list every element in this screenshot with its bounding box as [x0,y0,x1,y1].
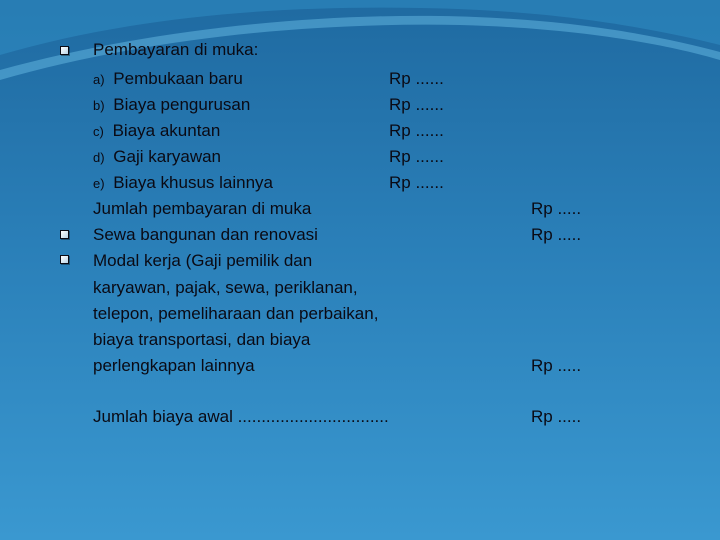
item-d-amount: Rp ...... [389,147,444,166]
item-label: Gaji karyawan [113,147,222,166]
item-c-row [93,121,220,142]
item-e-row [93,173,273,194]
grand-total-amount: Rp ..... [531,407,582,426]
section3-line-2: karyawan, pajak, sewa, periklanan, [93,278,358,297]
item-letter: b) [93,98,105,113]
bullet-icon-3 [60,255,69,264]
bullet-icon-1 [60,46,69,55]
section1-total-amount: Rp ..... [531,199,582,218]
item-a-amount: Rp ...... [389,69,444,88]
grand-total-label: Jumlah biaya awal ................................ [93,407,389,426]
section2-amount: Rp ..... [531,225,582,244]
section1-heading: Pembayaran di muka: [93,40,259,59]
item-label: Biaya khusus lainnya [113,173,274,192]
section3-line-4: biaya transportasi, dan biaya [93,330,311,349]
section2-label: Sewa bangunan dan renovasi [93,225,318,244]
item-c-amount: Rp ...... [389,121,444,140]
item-b-row [93,95,250,116]
item-letter: c) [93,124,104,139]
bullet-icon-2 [60,230,69,239]
item-d-row [93,147,221,168]
item-letter: a) [93,72,105,87]
item-letter: e) [93,176,105,191]
item-label: Biaya pengurusan [113,95,251,114]
section1-total-label: Jumlah pembayaran di muka [93,199,312,218]
item-a-row [93,69,243,90]
section3-amount: Rp ..... [531,356,582,375]
item-label: Biaya akuntan [112,121,221,140]
item-e-amount: Rp ...... [389,173,444,192]
item-letter: d) [93,150,105,165]
item-label: Pembukaan baru [113,69,243,88]
section3-line-5: perlengkapan lainnya [93,356,255,375]
item-b-amount: Rp ...... [389,95,444,114]
section3-line-1: Modal kerja (Gaji pemilik dan [93,251,313,270]
section3-line-3: telepon, pemeliharaan dan perbaikan, [93,304,379,323]
